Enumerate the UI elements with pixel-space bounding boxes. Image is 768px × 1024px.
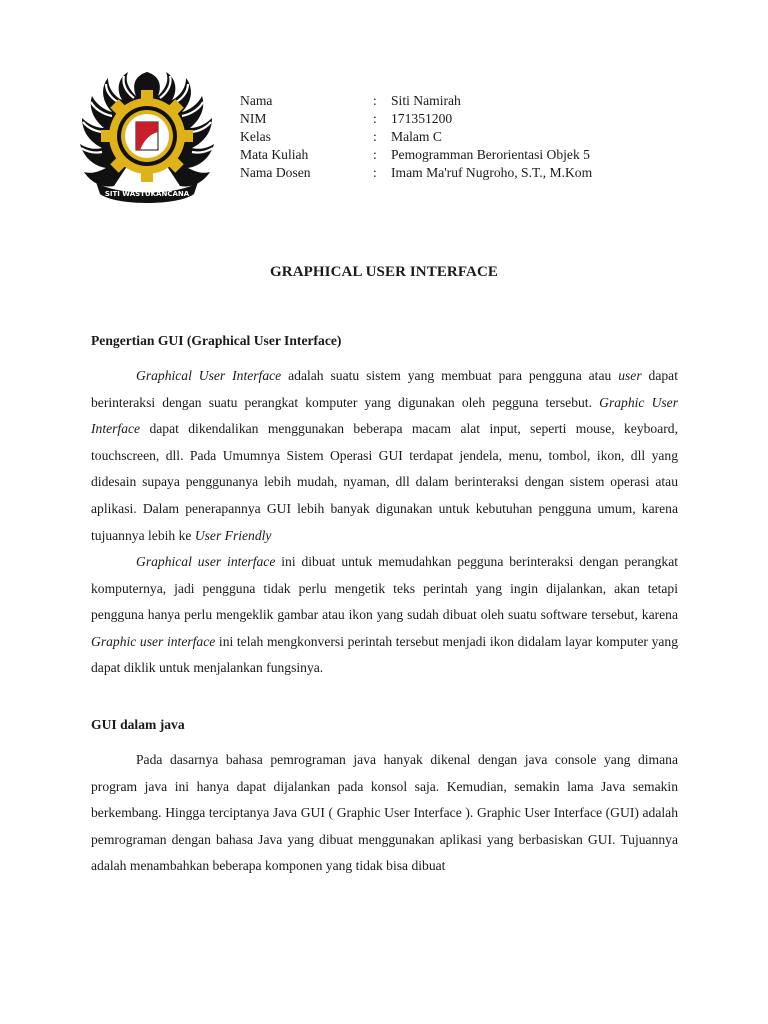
paragraph-pengertian-2 — [91, 549, 678, 682]
italic-term: Graphic User Interface — [91, 394, 679, 437]
info-row-nim — [240, 110, 592, 128]
document-title: GRAPHICAL USER INTERFACE — [270, 264, 498, 280]
info-colon: : — [373, 165, 377, 180]
info-value: Malam C — [391, 129, 442, 144]
italic-term: Graphical user interface — [136, 554, 276, 569]
info-label: Nama — [240, 93, 273, 108]
info-colon: : — [373, 129, 377, 144]
info-value: 171351200 — [391, 111, 453, 126]
info-colon: : — [373, 111, 377, 126]
paragraph-text: ini dibuat untuk memudahkan pegguna berinteraksi dengan perangkat komputernya, jadi pengguna tidak perlu mengetik teks perintah yang ingin dijalankan, akan tetapi pengguna hanya perlu mengeklik gambar atau ikon yang sudah dibuat oleh suatu software tersebut, karena — [91, 554, 679, 623]
italic-term: Graphic user interface — [91, 633, 216, 649]
paragraph-gui-java-1: Pada dasarnya bahasa pemrograman java hanyak dikenal dengan java console yang dimana program java ini hanya dapat dijalankan pada konsol saja. Kemudian, semakin lama Java semakin berkembang. Hingga terciptanya Java GUI ( Graphic User Interface ). Graphic User Interface (GUI) adalah pemrograman dengan bahasa Java yang dibuat menggunakan aplikasi yang berbasiskan GUI. Tujuannya adalah menambahkan beberapa komponen yang tidak bisa dibuat — [91, 752, 678, 874]
section-heading-gui-java: GUI dalam java — [91, 717, 185, 732]
info-label: Nama Dosen — [240, 165, 311, 180]
italic-term: Graphical User Interface — [136, 368, 282, 383]
info-label: NIM — [240, 111, 267, 126]
university-logo — [74, 62, 220, 212]
info-label: Kelas — [240, 129, 271, 144]
info-row-kelas — [240, 128, 592, 146]
italic-term: user — [618, 368, 642, 383]
info-row-nama — [240, 92, 592, 110]
paragraph-text: dapat dikendalikan menggunakan beberapa macam alat input, seperti mouse, keyboard, touchscreen, dll. Pada Umumnya Sistem Operasi GUI terdapat jendela, menu, tombol, ikon, dll yang didesain supaya penggunanya lebih mudah, nyaman, dll dalam berinteraksi dengan sistem operasi atau aplikasi. Dalam penerapannya GUI lebih banyak digunakan untuk kebutuhan pengguna umum, karena tujuannya lebih ke — [91, 421, 678, 543]
info-colon: : — [373, 147, 377, 162]
info-row-nama-dosen — [240, 164, 592, 182]
paragraph-text: ini telah mengkonversi perintah tersebut menjadi ikon didalam layar komputer yang dapat diklik untuk menjalankan fungsinya. — [91, 633, 678, 676]
info-value: Pemogramman Berorientasi Objek 5 — [391, 147, 590, 162]
paragraph-pengertian-1 — [91, 363, 678, 549]
info-value: Imam Ma'ruf Nugroho, S.T., M.Kom — [391, 165, 593, 180]
paragraph-text: dapat berinteraksi dengan suatu perangkat komputer yang digunakan oleh pegguna tersebut. — [91, 368, 678, 410]
student-info — [240, 92, 592, 182]
info-value: Siti Namirah — [391, 93, 461, 108]
paragraph-text: adalah suatu sistem yang membuat para pengguna atau — [281, 368, 619, 383]
section-heading-pengertian: Pengertian GUI (Graphical User Interface) — [91, 333, 342, 348]
logo-text: SITI WASTUKANCANA — [104, 190, 190, 198]
italic-term: User Friendly — [194, 527, 272, 543]
info-row-mata-kuliah — [240, 146, 592, 164]
info-label: Mata Kuliah — [240, 147, 309, 162]
info-colon: : — [373, 93, 377, 108]
